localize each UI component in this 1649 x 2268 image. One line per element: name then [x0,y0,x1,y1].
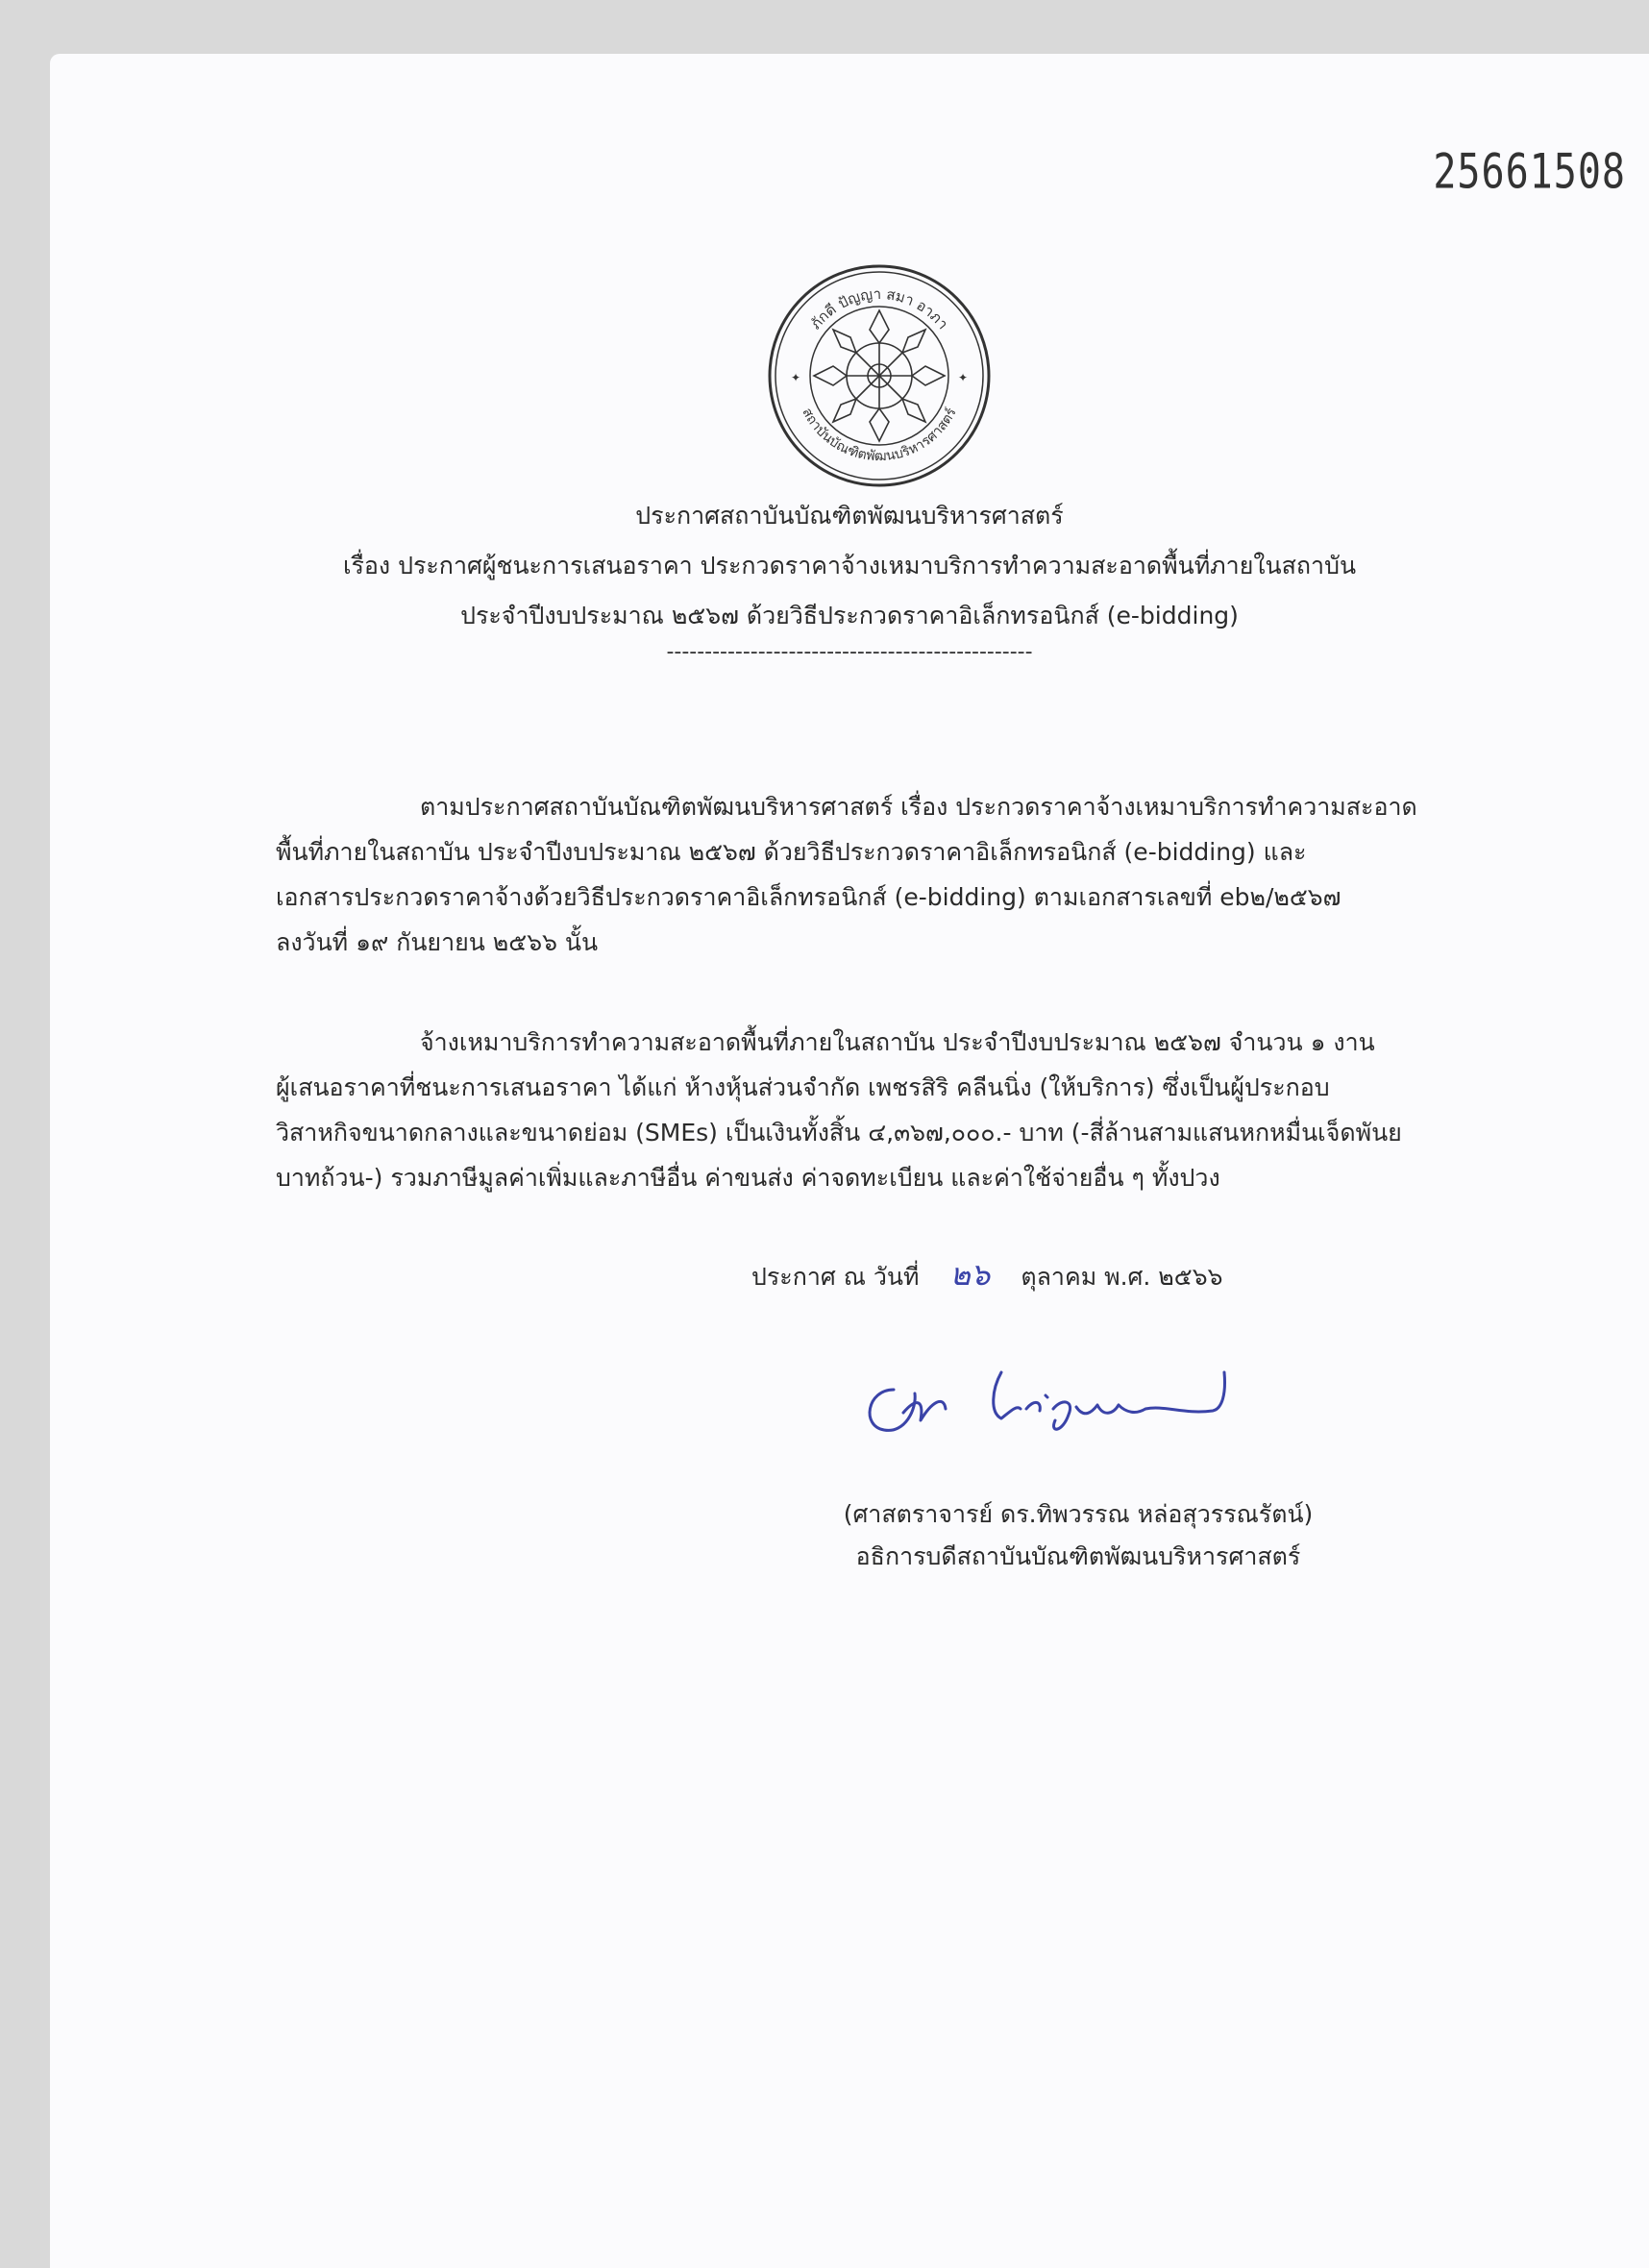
signer-position: อธิการบดีสถาบันบัณฑิตพัฒนบริหารศาสตร์ [855,1542,1301,1570]
date-suffix: ตุลาคม พ.ศ. ๒๕๖๖ [1021,1263,1223,1291]
institution-seal [766,262,993,489]
signer-name: (ศาสตราจารย์ ดร.ทิพวรรณ หล่อสุวรรณรัตน์) [843,1500,1314,1528]
title-line-2: เรื่อง ประกาศผู้ชนะการเสนอราคา ประกวดราคาจ้างเหมาบริการทำความสะอาดพื้นที่ภายในสถาบัน [342,552,1357,579]
paragraph-1-line-2: พื้นที่ภายในสถาบัน ประจำปีงบประมาณ ๒๕๖๗ ด้วยวิธีประกวดราคาอิเล็กทรอนิกส์ (e-bidding) และ [276,838,1307,866]
handwritten-signature [857,1351,1242,1457]
announcement-date [751,1255,1222,1296]
paragraph-2 [276,1020,1535,1200]
date-prefix: ประกาศ ณ วันที่ [751,1263,920,1291]
paragraph-1-line-3: เอกสารประกวดราคาจ้างด้วยวิธีประกวดราคาอิเล็กทรอนิกส์ (e-bidding) ตามเอกสารเลขที่ eb๒/๒๕๖๗ [276,883,1341,911]
title-line-3: ประจำปีงบประมาณ ๒๕๖๗ ด้วยวิธีประกวดราคาอิเล็กทรอนิกส์ (e-bidding) [460,602,1239,629]
title-line-1: ประกาศสถาบันบัณฑิตพัฒนบริหารศาสตร์ [635,502,1064,530]
announcement-title [50,491,1649,641]
paragraph-1-line-1: ตามประกาศสถาบันบัณฑิตพัฒนบริหารศาสตร์ เรื่อง ประกวดราคาจ้างเหมาบริการทำความสะอาด [420,793,1417,821]
svg-text:✦: ✦ [791,371,801,384]
document-page [50,54,1649,2268]
document-number: 25661508 [1433,144,1626,200]
svg-text:สถาบันบัณฑิตพัฒนบริหารศาสตร์ [799,405,960,464]
paragraph-2-line-1: จ้างเหมาบริการทำความสะอาดพื้นที่ภายในสถาบัน ประจำปีงบประมาณ ๒๕๖๗ จำนวน ๑ งาน [420,1028,1375,1056]
svg-text:✦: ✦ [958,371,969,384]
paragraph-2-line-4: บาทถ้วน-) รวมภาษีมูลค่าเพิ่มและภาษีอื่น ค่าขนส่ง ค่าจดทะเบียน และค่าใช้จ่ายอื่น ๆ ทั้งปวง [276,1164,1220,1192]
paragraph-1 [276,784,1535,965]
paragraph-2-line-3: วิสาหกิจขนาดกลางและขนาดย่อม (SMEs) เป็นเงินทั้งสิ้น ๔,๓๖๗,๐๐๐.- บาท (-สี่ล้านสามแสนหกหมื่นเจ็ดพันย [276,1119,1402,1146]
seal-top-text: ภักดี ปัญญา สมา อาภา [806,284,952,333]
paragraph-1-line-4: ลงวันที่ ๑๙ กันยายน ๒๕๖๖ นั้น [276,928,599,956]
seal-bottom-text: สถาบันบัณฑิตพัฒนบริหารศาสตร์ [799,406,960,465]
paragraph-2-line-2: ผู้เสนอราคาที่ชนะการเสนอราคา ได้แก่ ห้างหุ้นส่วนจำกัด เพชรสิริ คลีนนิ่ง (ให้บริการ) ซึ่งเป็นผู้ประกอบ [276,1073,1330,1101]
title-divider: ------------------------------------------------ [666,640,1033,664]
signer-block [809,1493,1347,1578]
handwritten-day: ๒๖ [949,1256,991,1293]
